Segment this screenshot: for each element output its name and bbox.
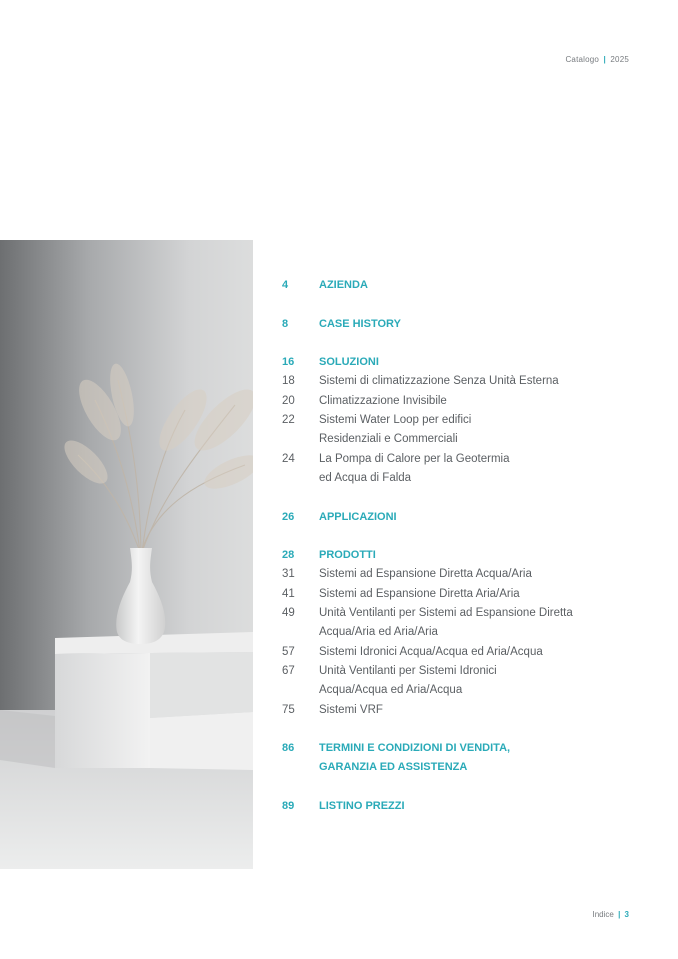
toc-page-number: 28: [282, 549, 295, 562]
toc-page-number: 22: [282, 414, 295, 427]
toc-title: APPLICAZIONI: [319, 510, 397, 523]
toc-page-number: 41: [282, 587, 295, 600]
page-number: 3: [624, 910, 629, 919]
toc-entry[interactable]: [282, 508, 642, 527]
toc-entry[interactable]: [282, 797, 642, 816]
toc-page-number: 16: [282, 356, 295, 369]
toc-subentry[interactable]: [282, 372, 642, 391]
toc-entry[interactable]: [282, 546, 642, 565]
toc-entry[interactable]: [282, 739, 642, 778]
toc-page-number: 24: [282, 452, 295, 465]
header-year: 2025: [610, 55, 629, 64]
toc-subentry[interactable]: [282, 565, 642, 584]
toc-title: Sistemi ad Espansione Diretta Aria/Aria: [319, 587, 520, 600]
toc-title: CASE HISTORY: [319, 317, 401, 330]
toc-title-line1: TERMINI E CONDIZIONI DI VENDITA,: [319, 742, 511, 755]
toc-title: AZIENDA: [319, 279, 368, 291]
toc-page-number: 75: [282, 703, 295, 716]
page-header: [565, 55, 629, 64]
toc-title: [319, 604, 642, 643]
toc-title-line2: ed Acqua di Falda: [319, 471, 412, 484]
toc-title: Climatizzazione Invisibile: [319, 394, 447, 407]
toc-entry[interactable]: [282, 276, 642, 295]
table-of-contents: [282, 276, 642, 816]
vase-photo: [0, 240, 253, 869]
toc-subentry[interactable]: [282, 450, 642, 489]
toc-page-number: 67: [282, 664, 295, 677]
toc-title: [319, 450, 642, 489]
toc-title: PRODOTTI: [319, 549, 376, 562]
toc-page-number: 31: [282, 568, 295, 581]
toc-title-line2: GARANZIA ED ASSISTENZA: [319, 761, 468, 774]
toc-page-number: 18: [282, 375, 295, 388]
toc-subentry[interactable]: [282, 392, 642, 411]
toc-page-number: 57: [282, 645, 295, 658]
toc-page-number: 49: [282, 607, 295, 620]
toc-subentry[interactable]: [282, 643, 642, 662]
toc-subentry[interactable]: [282, 585, 642, 604]
toc-page-number: 8: [282, 317, 289, 330]
toc-page-number: 86: [282, 742, 295, 755]
footer-separator: |: [618, 910, 621, 919]
toc-title: Sistemi Idronici Acqua/Acqua ed Aria/Acqua: [319, 645, 543, 658]
toc-title-line2: Acqua/Aria ed Aria/Aria: [319, 626, 438, 639]
toc-entry[interactable]: [282, 353, 642, 372]
toc-page-number: 4: [282, 279, 289, 291]
toc-title: Sistemi VRF: [319, 703, 383, 716]
toc-title: [319, 739, 642, 778]
header-separator: |: [603, 55, 606, 64]
toc-page-number: 26: [282, 510, 295, 523]
toc-page-number: 89: [282, 800, 295, 813]
toc-subentry[interactable]: [282, 701, 642, 720]
page-footer: [592, 910, 629, 919]
toc-page-number: 20: [282, 394, 295, 407]
toc-title: [319, 662, 642, 701]
toc-subentry[interactable]: [282, 662, 642, 701]
toc-title: Sistemi ad Espansione Diretta Acqua/Aria: [319, 568, 532, 581]
toc-subentry[interactable]: [282, 411, 642, 450]
toc-title-line1: Unità Ventilanti per Sistemi Idronici: [319, 664, 497, 677]
toc-title: LISTINO PREZZI: [319, 800, 405, 813]
toc-title: Sistemi di climatizzazione Senza Unità Esterna: [319, 375, 559, 388]
footer-label: Indice: [592, 910, 614, 919]
toc-title-line1: La Pompa di Calore per la Geotermia: [319, 452, 510, 465]
toc-title: [319, 411, 642, 450]
toc-title-line1: Unità Ventilanti per Sistemi ad Espansione Diretta: [319, 607, 573, 620]
toc-title: SOLUZIONI: [319, 356, 379, 369]
toc-title-line2: Acqua/Acqua ed Aria/Acqua: [319, 684, 463, 697]
header-catalog-label: Catalogo: [565, 55, 600, 64]
toc-entry[interactable]: [282, 315, 642, 334]
toc-title-line1: Sistemi Water Loop per edifici: [319, 414, 472, 427]
toc-title-line2: Residenziali e Commerciali: [319, 433, 458, 446]
toc-subentry[interactable]: [282, 604, 642, 643]
